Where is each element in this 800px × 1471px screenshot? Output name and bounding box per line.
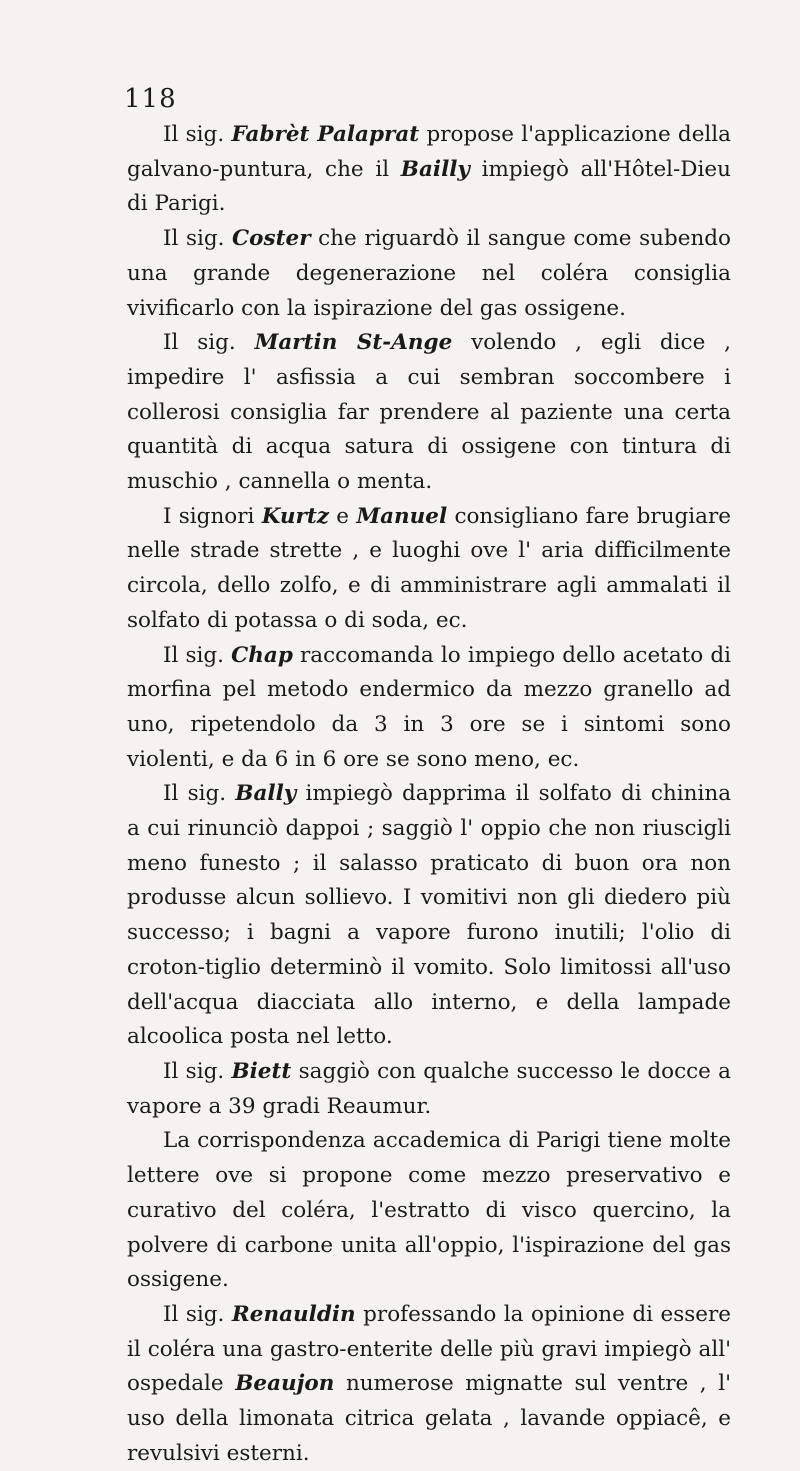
person-name: Bailly <box>400 156 470 182</box>
paragraph <box>127 639 731 778</box>
paragraph-text: che riguardò il sangue come subendo una grande degenerazione nel coléra consiglia vivificarlo con la ispirazione del gas ossigene. <box>127 226 731 321</box>
paragraph <box>127 1298 731 1471</box>
paragraph-text: professando la opinione di essere il coléra una gastro-enterite delle più gravi impiegò all' ospedale <box>127 1301 731 1397</box>
paragraph <box>127 222 731 326</box>
paragraph <box>127 118 731 222</box>
paragraph-text: La corrispondenza accademica di Parigi tiene molte lettere ove si propone come mezzo preservativo e curativo del coléra, l'estratto di visco quercino, la polvere di carbone unita all'oppio, l'ispirazione del gas ossigene. <box>127 1128 731 1293</box>
page-body-text <box>127 118 731 1471</box>
paragraph <box>127 500 731 639</box>
paragraph-text: propose l'applicazione della galvano-puntura, che il <box>127 122 731 182</box>
paragraph-text: Il sig. <box>163 1301 232 1327</box>
person-name: Beaujon <box>235 1371 335 1397</box>
paragraph-text: Il sig. <box>163 122 232 147</box>
paragraph-text: I signori <box>163 503 262 529</box>
paragraph-text: consigliano fare brugiare nelle strade strette , e luoghi ove l' aria difficilmente circola, dello zolfo, e di amministrare agli ammalati il solfato di potassa o di soda, ec. <box>127 503 731 633</box>
person-name: Kurtz <box>261 503 330 529</box>
person-name: Manuel <box>356 503 448 529</box>
paragraph-text: volendo , egli dice , impedire l' asfissia a cui sembran soccombere i collerosi consiglia far prendere al paziente una certa quantità di acqua satura di ossigene con tintura di muschio , cannella o menta. <box>127 330 731 495</box>
paragraph-text: Il sig. <box>163 781 236 807</box>
paragraph-text: Il sig. <box>163 642 232 668</box>
page-number: 118 <box>124 84 177 114</box>
person-name: Biett <box>231 1058 292 1084</box>
paragraph-text: Il sig. <box>163 226 233 252</box>
person-name: Chap <box>231 642 293 668</box>
paragraph-text: Il sig. <box>163 1058 232 1084</box>
person-name: Fabrèt Palaprat <box>231 122 420 147</box>
paragraph-text: e <box>329 503 357 529</box>
person-name: Bally <box>235 781 297 807</box>
paragraph <box>127 326 731 500</box>
paragraph-text: raccomanda lo impiego dello acetato di morfina pel metodo endermico da mezzo granello ad uno, ripetendolo da 3 in 3 ore se i sintomi sono violenti, e da 6 in 6 ore se sono meno, ec. <box>127 642 731 772</box>
paragraph-text: saggiò con qualche successo le docce a vapore a 39 gradi Reaumur. <box>127 1058 731 1119</box>
paragraph <box>127 777 731 1055</box>
paragraph-text: Il sig. <box>163 330 255 356</box>
person-name: Coster <box>232 226 311 252</box>
person-name: Renauldin <box>231 1301 356 1327</box>
paragraph-text: impiegò all'Hôtel-Dieu di Parigi. <box>127 156 731 217</box>
person-name: Martin St-Ange <box>254 330 453 356</box>
paragraph <box>127 1124 731 1298</box>
paragraph-text: numerose mignatte sul ventre , l' uso della limonata citrica gelata , lavande oppiacê, e revulsivi esterni. <box>127 1371 731 1466</box>
paragraph <box>127 1055 731 1124</box>
paragraph-text: impiegò dapprima il solfato di chinina a cui rinunciò dappoi ; saggiò l' oppio che non riuscigli meno funesto ; il salasso praticato di buon ora non produsse alcun sollievo. I vomitivi non gli diedero più successo; i bagni a vapore furono inutili; l'olio di croton-tiglio determinò il vomito. Solo limitossi all'uso dell'acqua diacciata allo interno, e della lampade alcoolica posta nel letto. <box>127 781 732 1050</box>
